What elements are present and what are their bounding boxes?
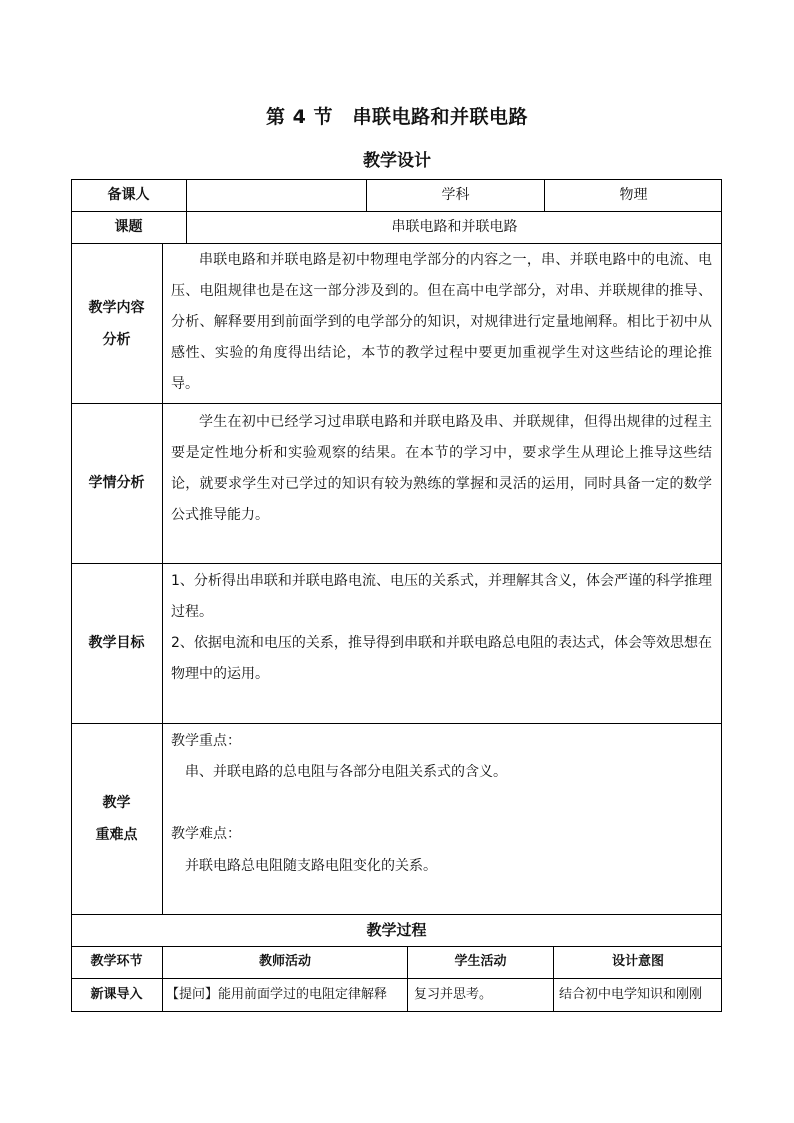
learner-analysis-label: 学情分析 xyxy=(88,475,145,491)
row-divider xyxy=(71,563,722,564)
document-subtitle: 教学设计 xyxy=(363,151,431,171)
process-header-stage: 教学环节 xyxy=(90,954,143,969)
table-row-student: 复习并思考。 xyxy=(414,987,493,1002)
key-point-heading: 教学重点： xyxy=(171,733,241,749)
content-analysis-label-line1: 教学内容 xyxy=(88,300,145,316)
teaching-goal-2: 2、依据电流和电压的关系，推导得到串联和并联电路总电阻的表达式，体会等效思想在物理中的运用。 xyxy=(171,635,712,682)
row-divider xyxy=(71,243,722,244)
key-difficult-label-line1: 教学 xyxy=(102,795,131,811)
topic-label: 课题 xyxy=(114,219,143,235)
learner-analysis-text: 学生在初中已经学习过串联电路和并联电路及串、并联规律，但得出规律的过程主要是定性地分析和实验观察的结果。在本节的学习中，要求学生从理论上推导这些结论，就要求学生对已学过的知识有较为熟练的掌握和灵活的运用，同时具备一定的数学公式推导能力。 xyxy=(171,414,712,523)
key-point-text: 串、并联电路的总电阻与各部分电阻关系式的含义。 xyxy=(185,764,507,780)
row-divider xyxy=(71,723,722,724)
row-divider xyxy=(71,403,722,404)
table-row-intent: 结合初中电学知识和刚刚 xyxy=(559,987,703,1002)
difficult-point-text: 并联电路总电阻随支路电阻变化的关系。 xyxy=(185,858,437,874)
col-divider xyxy=(162,243,163,914)
teaching-goal-1: 1、分析得出串联和并联电路电流、电压的关系式，并理解其含义，体会严谨的科学推理过程。 xyxy=(171,573,712,620)
key-difficult-label-line2: 重难点 xyxy=(95,827,138,843)
content-analysis-label xyxy=(71,292,162,356)
difficult-point-heading: 教学难点： xyxy=(171,826,241,842)
document-title: 第 4 节 串联电路和并联电路 xyxy=(266,106,528,128)
content-analysis-text: 串联电路和并联电路是初中物理电学部分的内容之一，串、并联电路中的电流、电压、电阻规律也是在这一部分涉及到的。但在高中电学部分，对串、并联规律的推导、分析、解释要用到前面学到的电学部分的知识，对规律进行定量地阐释。相比于初中从感性、实验的角度得出结论，本节的教学过程中要更加重视学生对这些结论的理论推导。 xyxy=(171,252,712,392)
process-header-student: 学生活动 xyxy=(454,954,507,969)
teaching-goals-label: 教学目标 xyxy=(88,635,145,651)
content-analysis-label-line2: 分析 xyxy=(102,332,131,348)
table-row-stage: 新课导入 xyxy=(90,987,143,1002)
subject-label: 学科 xyxy=(441,187,470,203)
key-difficult-label xyxy=(71,787,162,851)
subject-value: 物理 xyxy=(619,187,648,203)
table-row-teacher: 【提问】能用前面学过的电阻定律解释 xyxy=(166,987,388,1002)
teaching-process-title: 教学过程 xyxy=(366,921,427,939)
process-header-teacher: 教师活动 xyxy=(258,954,311,969)
topic-value: 串联电路和并联电路 xyxy=(391,219,518,235)
preparer-label: 备课人 xyxy=(107,187,150,203)
process-header-intent: 设计意图 xyxy=(611,954,664,969)
